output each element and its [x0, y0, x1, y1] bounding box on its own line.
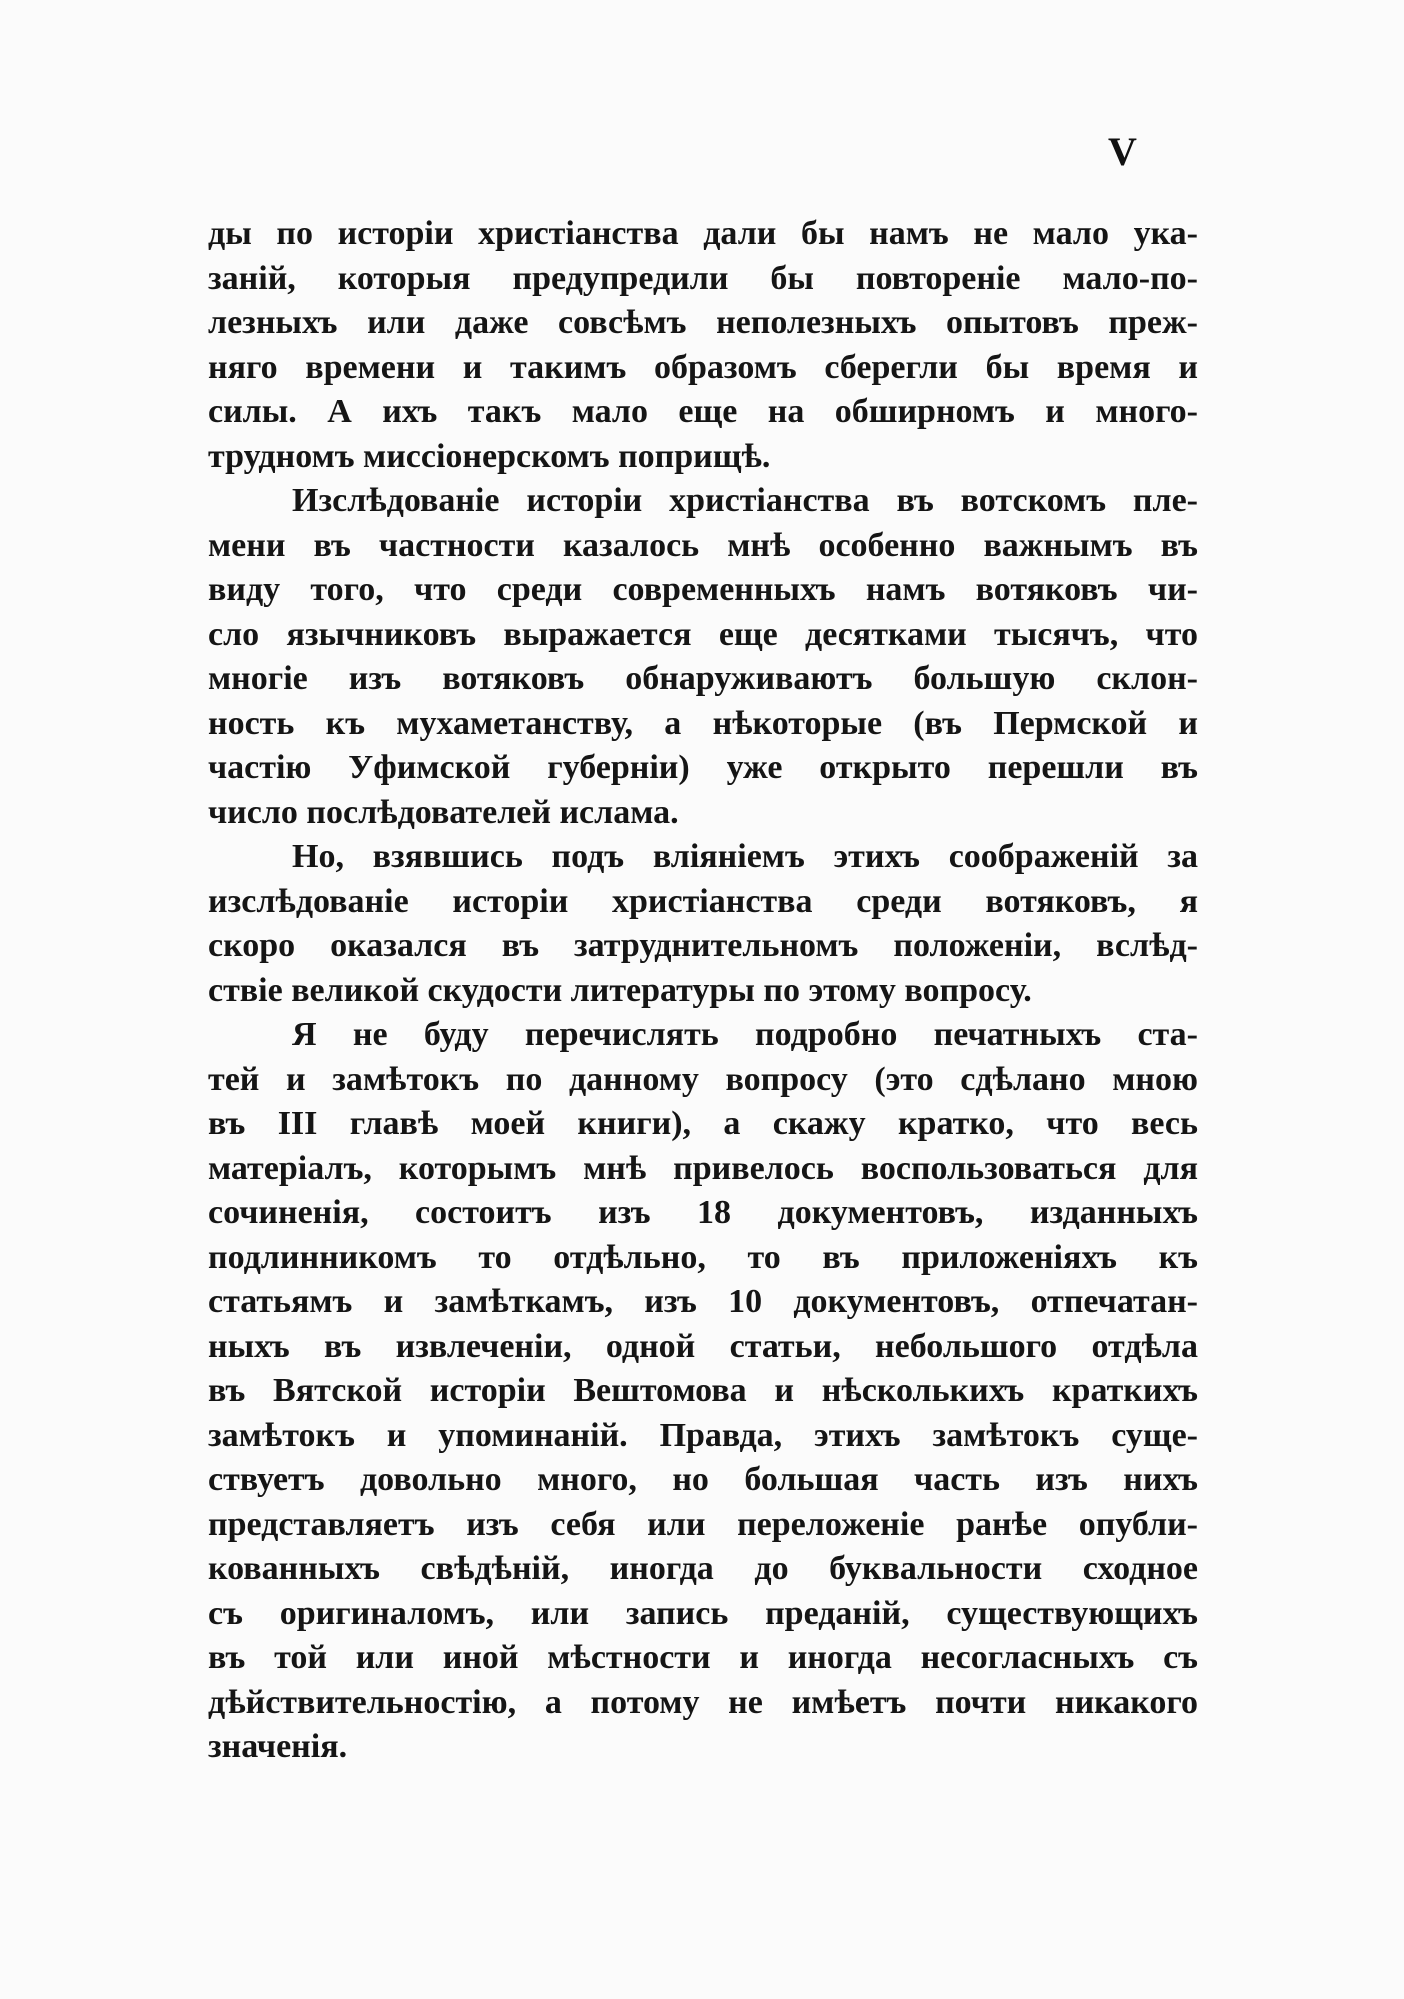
- text-line: въ III главѣ моей книги), а скажу кратко, что весь: [208, 1105, 1198, 1142]
- text-line: ность къ мухаметанству, а нѣкоторые (въ Пермской и: [208, 704, 1198, 742]
- text-line: ствуетъ довольно много, но большая часть изъ нихъ: [208, 1461, 1198, 1498]
- paragraph-end-line: ствіе великой скудости литературы по этому вопросу.: [208, 971, 1032, 1009]
- text-line: кованныхъ свѣдѣній, иногда до буквальности сходное: [208, 1550, 1198, 1587]
- text-line: изслѣдованіе исторіи христіанства среди вотяковъ, я: [208, 882, 1198, 920]
- text-line: дѣйствительностію, а потому не имѣетъ почти никакого: [208, 1683, 1198, 1721]
- text-line: частію Уфимской губерніи) уже открыто перешли въ: [208, 749, 1198, 786]
- text-line: мени въ частности казалось мнѣ особенно важнымъ въ: [208, 526, 1198, 564]
- text-line: ныхъ въ извлеченіи, одной статьи, небольшого отдѣла: [208, 1327, 1198, 1365]
- text-line: подлинникомъ то отдѣльно, то въ приложеніяхъ къ: [208, 1238, 1198, 1276]
- text-line: матеріалъ, которымъ мнѣ привелось воспользоваться для: [208, 1149, 1198, 1187]
- text-line: заній, которыя предупредили бы повтореніе мало-по-: [208, 259, 1198, 297]
- text-line: силы. А ихъ такъ мало еще на обширномъ и много-: [208, 393, 1198, 430]
- paragraph-end-line: значенія.: [208, 1728, 348, 1765]
- text-line: няго времени и такимъ образомъ сберегли бы время и: [208, 348, 1198, 386]
- paragraph-end-line: число послѣдователей ислама.: [208, 793, 679, 831]
- text-line: сочиненія, состоитъ изъ 18 документовъ, изданныхъ: [208, 1194, 1198, 1231]
- text-line: сло язычниковъ выражается еще десятками тысячъ, что: [208, 615, 1198, 653]
- text-line: въ Вятской исторіи Вештомова и нѣсколькихъ краткихъ: [208, 1372, 1198, 1409]
- text-line: замѣтокъ и упоминаній. Правда, этихъ замѣтокъ суще-: [208, 1416, 1198, 1454]
- paragraph-start-line: Я не буду перечислять подробно печатныхъ ста-: [292, 1016, 1198, 1053]
- text-line: виду того, что среди современныхъ намъ вотяковъ чи-: [208, 571, 1198, 608]
- text-line: ды по исторіи христіанства дали бы намъ не мало ука-: [208, 215, 1198, 252]
- text-line: многіе изъ вотяковъ обнаруживаютъ большую склон-: [208, 660, 1198, 697]
- text-line: лезныхъ или даже совсѣмъ неполезныхъ опытовъ преж-: [208, 304, 1198, 341]
- body-text: [208, 212, 1198, 1770]
- text-line: тей и замѣтокъ по данному вопросу (это сдѣлано мною: [208, 1060, 1198, 1098]
- paragraph-end-line: трудномъ миссіонерскомъ поприщѣ.: [208, 437, 771, 475]
- paragraph-start-line: Но, взявшись подъ вліяніемъ этихъ соображеній за: [292, 838, 1198, 875]
- text-line: съ оригиналомъ, или запись преданій, существующихъ: [208, 1594, 1198, 1632]
- text-line: въ той или иной мѣстности и иногда несогласныхъ съ: [208, 1639, 1198, 1676]
- text-line: представляетъ изъ себя или переложеніе ранѣе опубли-: [208, 1505, 1198, 1543]
- page-number: V: [1108, 129, 1137, 174]
- paragraph-start-line: Изслѣдованіе исторіи христіанства въ вотскомъ пле-: [292, 482, 1198, 519]
- text-line: статьямъ и замѣткамъ, изъ 10 документовъ, отпечатан-: [208, 1283, 1198, 1320]
- text-line: скоро оказался въ затруднительномъ положеніи, вслѣд-: [208, 927, 1198, 964]
